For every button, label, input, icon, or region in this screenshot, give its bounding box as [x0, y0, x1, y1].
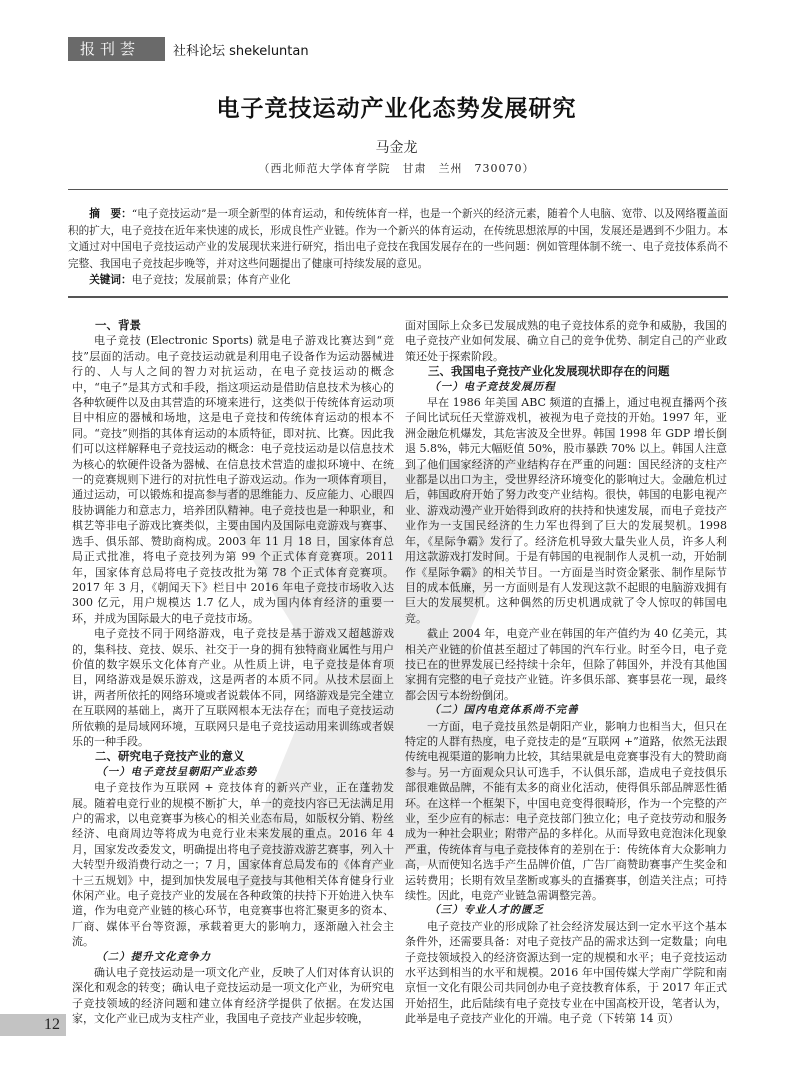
paragraph: 电子竞技不同于网络游戏，电子竞技是基于游戏又超越游戏的，集科技、竞技、娱乐、社交于一身的拥有独特商业属性与用户价值的数字娱乐文化体育产业。从性质上讲，电子竞技是体育项目，网络游戏是娱乐游戏，这是两者的本质不同。从技术层面上讲，两者所依托的网络环境或者说载体不同，网络游戏是完全建立在互联网的基础上，离开了互联网根本无法存在；而电子竞技运动所依赖的是局域网环境，互联网只是电子竞技运动用来训练或者娱乐的一种手段。: [72, 627, 394, 748]
keywords-line: [68, 272, 728, 289]
subsection-heading: （二）提升文化竞争力: [96, 950, 212, 963]
section-heading: 一、背景: [95, 318, 141, 332]
article-author: 马金龙: [375, 140, 418, 156]
paragraph: 早在 1986 年美国 ABC 频道的直播上，通过电视直播两个孩子间比试玩任天堂游戏机，被视为电子竞技的开始。1997 年，亚洲金融危机爆发，其危害波及全世界。韩国 1998 年 GDP 增长倒退 5.8%，韩元大幅贬值 50%，股市暴跌 70% 以上。韩国人注意到了他们国家经济的产业结构存在严重的问题：国民经济的支柱产业都是以出口为主，受世界经济环境变化的影响过大。金融危机过后，韩国政府开始了努力改变产业结构。很快，韩国的电影电视产业、游戏动漫产业开始得到政府的扶持和快速发展，而电子竞技产业作为一支国民经济的生力军也得到了巨大的发展契机。1998 年，《星际争霸》发行了。经济危机导致大量失业人员，许多人利用这款游戏打发时间。于是有韩国的电视制作人灵机一动，开始制作《星际争霸》的相关节目。一方面是当时资金紧张、制作星际节目的成本低廉，另一方面则是有人发现这款不起眼的电脑游戏拥有巨大的发展契机。这种偶然的历史机遇成就了令人惊叹的韩国电竞。: [405, 396, 727, 625]
paragraph: 电子竞技 (Electronic Sports) 就是电子游戏比赛达到“竞技”层面的活动。电子竞技运动就是利用电子设备作为运动器械进行的、人与人之间的智力对抗运动，在电子竞技运动的概念中，“电子”是其方式和手段，指这项运动是借助信息技术为核心的各种软硬件以及由其营造的环境来进行，这类似于传统体育运动项目中相应的器械和场地，这是电子竞技和传统体育运动的根本不同。“竞技”则指的其体育运动的本质特征，即对抗、比赛。因此我们可以这样解释电子竞技运动的概念：电子竞技运动是以信息技术为核心的软硬件设备为器械、在信息技术营造的虚拟环境中、在统一的竞赛规则下进行的对抗性电子游戏运动。作为一项体育项目，通过运动，可以锻炼和提高参与者的思维能力、反应能力、心眼四肢协调能力和意志力，培养团队精神。电子竞技也是一种职业，和棋艺等非电子游戏比赛类似，主要由国内及国际电竞游戏与赛事、选手、俱乐部、赞助商构成。2003 年 11 月 18 日，国家体育总局正式批准，将电子竞技列为第 99 个正式体育竞赛项。2011 年，国家体育总局将电子竞技改批为第 78 个正式体育竞赛项。2017 年 3 月，《朝闻天下》栏目中 2016 年电子竞技市场收入达 300 亿元，用户规模达 1.7 亿人，成为国内体育经济的重要一环，并成为国际最大的电子竞技市场。: [72, 334, 394, 625]
subsection-heading: （一）电子竞技发展历程: [429, 380, 556, 393]
subsection-heading: （一）电子竞技呈朝阳产业态势: [96, 765, 258, 778]
body-column-right: [405, 318, 727, 1027]
keywords-text: 电子竞技；发展前景；体育产业化: [131, 274, 291, 286]
abstract-paragraph: [68, 206, 728, 272]
abstract-block: [68, 206, 728, 289]
page-number: 12: [0, 1014, 66, 1036]
abstract-text: “电子竞技运动”是一项全新型的体育运动，和传统体育一样，也是一个新兴的经济元素，随着个人电脑、宽带、以及网络覆盖面积的扩大，电子竞技在近年来快速的成长，形成良性产业链。作为一个新兴的体育运动，在传统思想浓厚的中国，发展还是遇到不少阻力。本文通过对中国电子竞技运动产业的发展现状来进行研究，指出电子竞技在我国发展存在的一些问题：例如管理体制不统一、电子竞技体系尚不完整、我国电子竞技起步晚等，并对这些问题提出了健康可持续发展的意见。: [68, 208, 729, 270]
section-heading: 二、研究电子竞技产业的意义: [95, 749, 245, 764]
paragraph: 电子竞技产业的形成除了社会经济发展达到一定水平这个基本条件外，还需要具备：对电子竞技产品的需求达到一定数量；向电子竞技领域投入的经济资源达到一定的规模和水平；电子竞技运动水平达到相当的水平和规模。2016 年中国传媒大学南广学院和南京恒一文化有限公司共同创办电子竞技教育体系，于 2017 年正式开始招生，此后陆续有电子竞技专业在中国高校开设，笔者认为，此举是电子竞技产业化的开端。电子竞（下转第 14 页）: [405, 919, 727, 1026]
article-title: 电子竞技运动产业化态势发展研究: [216, 95, 577, 122]
paragraph-continued: 面对国际上众多已发展成熟的电子竞技体系的竞争和威胁，我国的电子竞技产业如何发展、确立自己的竞争优势、制定自己的产业政策还处于探索阶段。: [405, 319, 727, 363]
paragraph: 确认电子竞技运动是一项文化产业，反映了人们对体育认识的深化和观念的转变；确认电子竞技运动是一项文化产业，为研究电子竞技领域的经济问题和建立体育经济学提供了依据。在发达国家，文化产业已成为支柱产业，我国电子竞技产业起步较晚，: [72, 966, 394, 1026]
divider-bottom: [68, 296, 728, 298]
keywords-label: 关键词：: [89, 274, 132, 286]
subsection-heading: （三）专业人才的匮乏: [429, 904, 545, 917]
abstract-label: 摘 要：: [89, 208, 132, 220]
subsection-heading: （二）国内电竞体系尚不完善: [429, 704, 579, 717]
divider-top: [68, 189, 728, 190]
paragraph: 截止 2004 年，电竞产业在韩国的年产值约为 40 亿美元，其相关产业链的价值甚至超过了韩国的汽车行业。时至今日，电子竞技已在的世界发展已经持续十余年，但除了韩国外，并没有其他国家拥有完整的电子竞技产业链。许多俱乐部、赛事昙花一现，最终都会因亏本纷纷倒闭。: [405, 627, 727, 702]
author-affiliation: （西北师范大学体育学院 甘肃 兰州 730070）: [258, 162, 535, 175]
body-column-left: [72, 318, 394, 1027]
section-badge: 报刊荟萃: [68, 37, 165, 61]
column-name: 社科论坛 shekeluntan: [173, 43, 309, 59]
paragraph: 一方面，电子竞技虽然是朝阳产业，影响力也相当大，但只在特定的人群有热度，电子竞技走的是“互联网 +”道路，依然无法跟传统电视渠道的影响力比较，其结果就是电竞赛事没有大的赞助商参与。另一方面观众只认可选手，不认俱乐部，造成电子竞技俱乐部很难做品牌，不能有太多的商业化活动，使得俱乐部品牌恶性循环。在这样一个框架下，中国电竞变得很畸形，作为一个完整的产业，至少应有的标志：电子竞技部门独立化；电子竞技劳动和服务成为一种社会职业；附带产品的多样化。从而导致电竞泡沫化现象严重，传统体育与电子竞技体育的差别在于：传统体育大众影响力高，从而使知名选手产生品牌价值，广告厂商赞助赛事产生奖金和运转费用；长期有效呈垄断或寡头的直播赛事，创造关注点；可持续性。因此，电竞产业链急需调整完善。: [405, 719, 727, 903]
section-heading: 三、我国电子竞技产业化发展现状即存在的问题: [428, 364, 670, 379]
journal-header: [68, 37, 309, 82]
paragraph: 电子竞技作为互联网 + 竞技体育的新兴产业，正在蓬勃发展。随着电竞行业的规模不断扩大，单一的竞技内容已无法满足用户的需求，以电竞赛事为核心的相关业态布局，如版权分销、粉丝经济、电商周边等将成为电竞行业未来发展的重点。2016 年 4 月，国家发改委发文，明确提出将电子竞技游戏游艺赛事，列入十大转型升级消费行动之一；7 月，国家体育总局发布的《体育产业十三五规划》中，提到加快发展电子竞技与其他相关体育健身行业休闲产业。电子竞技产业的发展在各种政策的扶持下开始进入快车道，作为电竞产业链的核心环节，电竞赛事也将汇聚更多的资本、厂商、媒体平台等资源，承载着更大的影响力，逐渐融入社会主流。: [72, 781, 394, 949]
